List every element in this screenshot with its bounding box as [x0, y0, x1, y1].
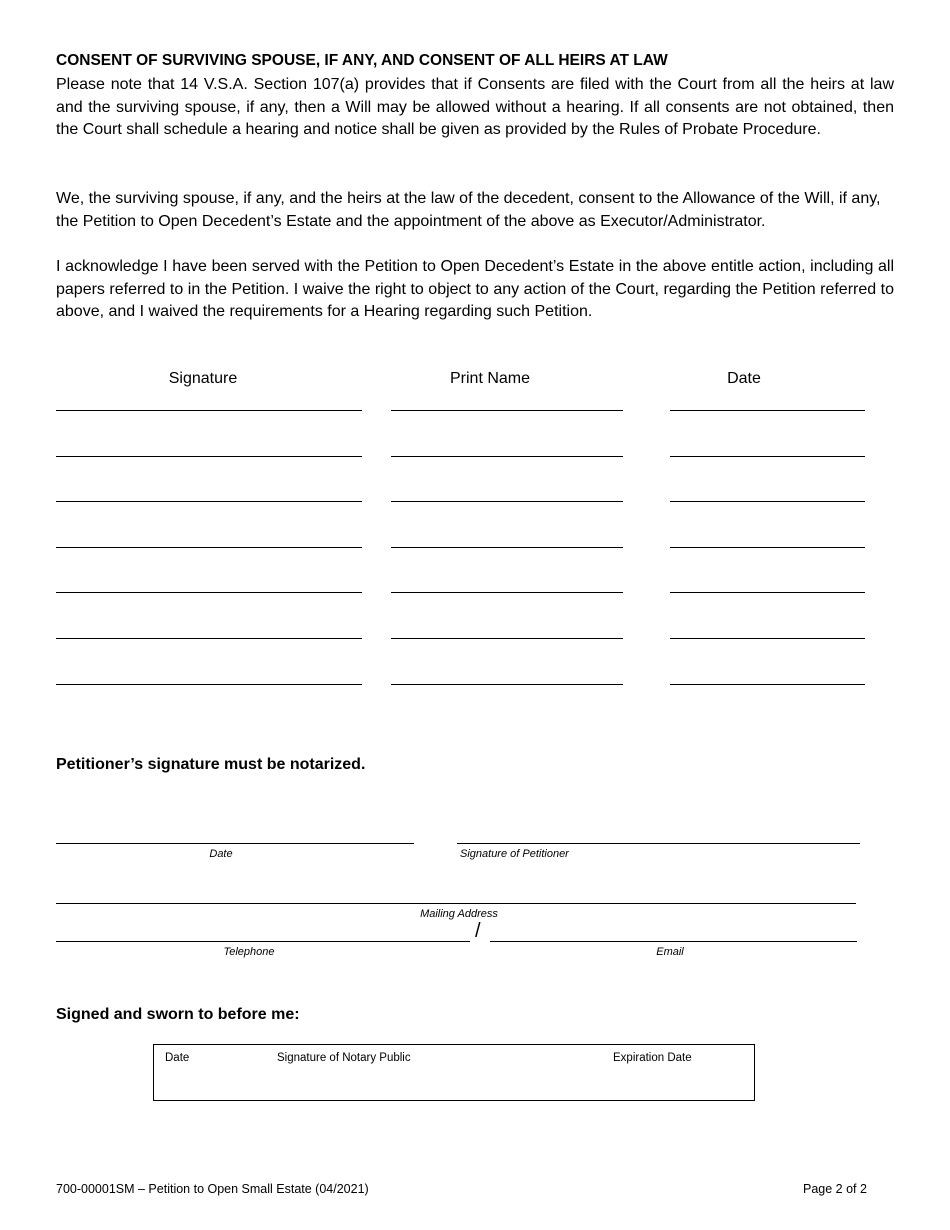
footer-page-number: Page 2 of 2 — [803, 1182, 867, 1196]
petitioner-signature-caption: Signature of Petitioner — [460, 848, 569, 860]
heir-date-field[interactable] — [670, 410, 865, 411]
heir-print-name-field[interactable] — [391, 547, 623, 548]
consent-heading: CONSENT OF SURVIVING SPOUSE, IF ANY, AND CONSENT OF ALL HEIRS AT LAW — [56, 52, 668, 69]
mailing-address-field[interactable] — [56, 903, 856, 904]
heir-date-field[interactable] — [670, 592, 865, 593]
email-field[interactable] — [490, 941, 857, 942]
heir-date-field[interactable] — [670, 456, 865, 457]
heir-date-field[interactable] — [670, 547, 865, 548]
heir-signature-field[interactable] — [56, 684, 362, 685]
consent-paragraph-acknowledgement: I acknowledge I have been served with the Petition to Open Decedent’s Estate in the above entitle action, including all papers referred to in the Petition. I waive the right to object to any action of the Court, regarding the Petition referred to above, and I waived the requirements for a Hearing regarding such Petition. — [56, 258, 894, 320]
heir-signature-field[interactable] — [56, 547, 362, 548]
heir-print-name-field[interactable] — [391, 684, 623, 685]
petitioner-date-field[interactable] — [56, 843, 414, 844]
sworn-heading: Signed and sworn to before me: — [56, 1006, 300, 1023]
heir-signature-field[interactable] — [56, 410, 362, 411]
heir-date-field[interactable] — [670, 684, 865, 685]
heir-print-name-field[interactable] — [391, 410, 623, 411]
notary-signature-label: Signature of Notary Public — [277, 1052, 411, 1064]
heir-signature-field[interactable] — [56, 592, 362, 593]
heir-signature-field[interactable] — [56, 501, 362, 502]
heir-print-name-field[interactable] — [391, 592, 623, 593]
heir-print-name-field[interactable] — [391, 638, 623, 639]
consent-paragraph-notice: Please note that 14 V.S.A. Section 107(a) provides that if Consents are filed with the Court from all the heirs at law and the surviving spouse, if any, then a Will may be allowed without a hearing. If all consents are not obtained, then the Court shall schedule a hearing and notice shall be given as provided by the Rules of Probate Procedure. — [56, 76, 894, 138]
heir-print-name-field[interactable] — [391, 456, 623, 457]
notary-expiration-label: Expiration Date — [613, 1052, 692, 1064]
notary-box[interactable] — [153, 1044, 755, 1101]
petitioner-signature-field[interactable] — [457, 843, 860, 844]
telephone-field[interactable] — [56, 941, 470, 942]
footer-form-id: 700-00001SM – Petition to Open Small Estate (04/2021) — [56, 1182, 369, 1196]
mailing-address-caption: Mailing Address — [420, 908, 498, 920]
notary-date-label: Date — [165, 1052, 190, 1064]
telephone-caption: Telephone — [223, 946, 275, 958]
notarization-note: Petitioner’s signature must be notarized. — [56, 756, 366, 773]
column-header-print-name: Print Name — [449, 370, 531, 387]
column-header-signature: Signature — [168, 370, 238, 387]
petitioner-date-caption: Date — [209, 848, 233, 860]
heir-signature-field[interactable] — [56, 638, 362, 639]
email-caption: Email — [656, 946, 684, 958]
consent-paragraph-agreement: We, the surviving spouse, if any, and the heirs at the law of the decedent, consent to the Allowance of the Will, if any, the Petition to Open Decedent’s Estate and the appointment of the above as Executor/Administrator. — [56, 190, 881, 230]
heir-date-field[interactable] — [670, 501, 865, 502]
telephone-email-separator: / — [475, 920, 481, 942]
heir-date-field[interactable] — [670, 638, 865, 639]
column-header-date: Date — [727, 370, 761, 387]
heir-print-name-field[interactable] — [391, 501, 623, 502]
heir-signature-field[interactable] — [56, 456, 362, 457]
